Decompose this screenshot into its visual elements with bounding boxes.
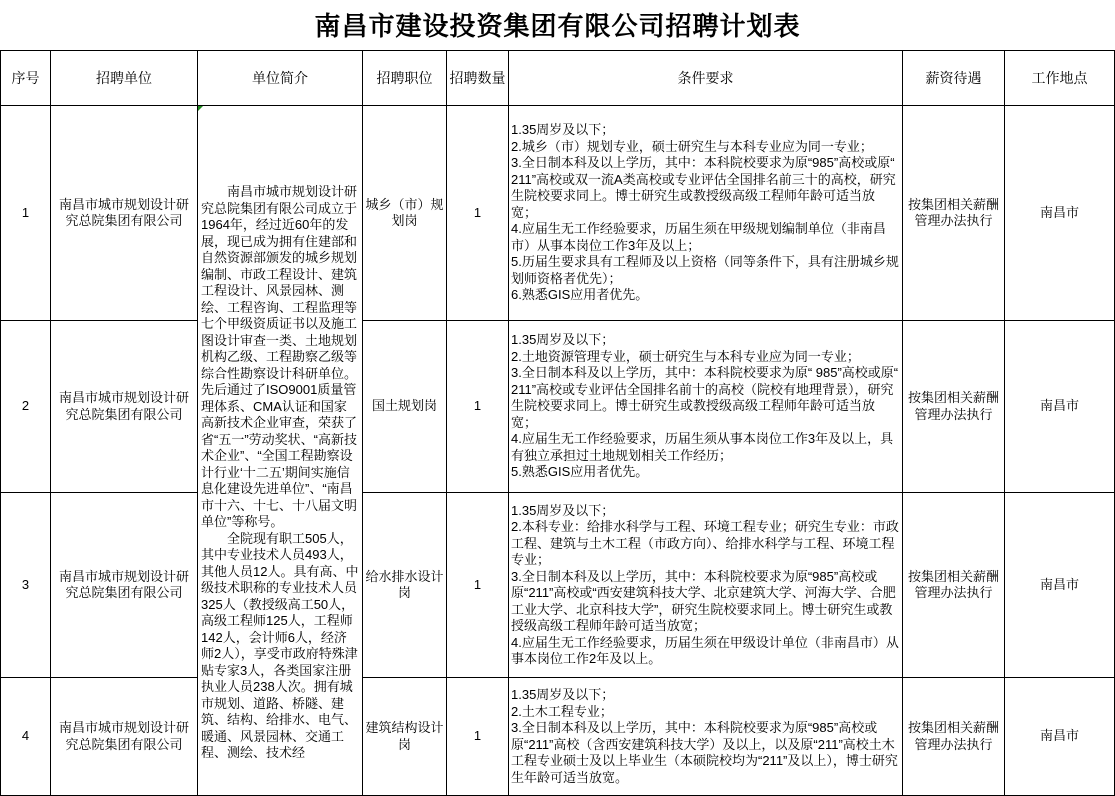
cell-position: 城乡（市）规划岗 <box>363 106 447 321</box>
table-row <box>1 678 1115 796</box>
cell-no: 2 <box>1 321 51 493</box>
cell-location: 南昌市 <box>1005 678 1115 796</box>
intro-paragraph-2: 全院现有职工505人，其中专业技术人员493人，其他人员12人。具有高、中级技术职称的专业技术人员325人（教授级高工50人，高级工程师125人，工程师142人，会计师6人，经济师2人），享受市政府特殊津贴专家3人，各类国家注册执业人员238人次。拥有城市规划、道路、桥隧、建筑、结构、给排水、电气、暖通、风景园林、交通工程、测绘、技术经 <box>201 530 359 760</box>
condition-item: 4.应届生无工作经验要求，历届生须从事本岗位工作3年及以上，具有独立承担过土地规划相关工作经历； <box>511 431 894 463</box>
condition-item: 2.土木工程专业； <box>511 703 613 719</box>
condition-item: 3.全日制本科及以上学历，其中：本科院校要求为原“985”高校或原“ 211”高校或双一流A类高校或专业评估全国排名前三十的高校，研究生院校要求同上。博士研究生或教授级高级工程师年龄可适当放宽； <box>511 155 896 220</box>
cell-no: 3 <box>1 493 51 678</box>
cell-unit: 南昌市城市规划设计研究总院集团有限公司 <box>51 321 198 493</box>
comment-marker-icon <box>198 106 203 111</box>
cell-location: 南昌市 <box>1005 106 1115 321</box>
condition-item: 4.应届生无工作经验要求，历届生须在甲级规划编制单位（非南昌市）从事本岗位工作3年及以上； <box>511 221 886 253</box>
cell-salary: 按集团相关薪酬管理办法执行 <box>903 493 1005 678</box>
header-conditions: 条件要求 <box>509 51 903 106</box>
cell-conditions <box>509 493 903 678</box>
header-row <box>1 51 1115 106</box>
condition-item: 3.全日制本科及以上学历，其中：本科院校要求为原“ 985”高校或原“ 211”高校或专业评估全国排名前十的高校（院校有地理背景），研究生院校要求同上。博士研究生或教授级高级工程师年龄可适当放宽； <box>511 365 899 430</box>
table-row <box>1 321 1115 493</box>
cell-unit: 南昌市城市规划设计研究总院集团有限公司 <box>51 678 198 796</box>
cell-location: 南昌市 <box>1005 493 1115 678</box>
header-no: 序号 <box>1 51 51 106</box>
condition-item: 3.全日制本科及以上学历，其中：本科院校要求为原“985”高校或原“211”高校或“西安建筑科技大学、北京建筑大学、河海大学、合肥工业大学、北京科技大学”，研究生院校要求同上。博士研究生或教授级高级工程师年龄可适当放宽； <box>511 568 896 633</box>
cell-count: 1 <box>447 321 509 493</box>
cell-position: 国土规划岗 <box>363 321 447 493</box>
cell-no: 4 <box>1 678 51 796</box>
condition-item: 1.35周岁及以下； <box>511 687 615 702</box>
cell-salary: 按集团相关薪酬管理办法执行 <box>903 678 1005 796</box>
condition-item: 5.历届生要求具有工程师及以上资格（同等条件下，具有注册城乡规划师资格者优先）； <box>511 254 899 286</box>
recruitment-table <box>0 50 1115 796</box>
header-position: 招聘职位 <box>363 51 447 106</box>
condition-item: 1.35周岁及以下； <box>511 502 615 518</box>
condition-item: 3.全日制本科及以上学历，其中：本科院校要求为原“985”高校或原“211”高校（含西安建筑科技大学）及以上，以及原“211”高校土木工程专业硕士及以上毕业生（本硕院校均为“211”及以上），博士研究生年龄可适当放宽。 <box>511 720 898 785</box>
cell-salary: 按集团相关薪酬管理办法执行 <box>903 106 1005 321</box>
condition-item: 4.应届生无工作经验要求，历届生须在甲级设计单位（非南昌市）从事本岗位工作2年及以上。 <box>511 634 899 666</box>
header-unit: 招聘单位 <box>51 51 198 106</box>
cell-position: 建筑结构设计岗 <box>363 678 447 796</box>
condition-item: 1.35周岁及以下； <box>511 332 615 348</box>
cell-unit: 南昌市城市规划设计研究总院集团有限公司 <box>51 106 198 321</box>
condition-item: 6.熟悉GIS应用者优先。 <box>511 287 649 303</box>
cell-conditions <box>509 678 903 796</box>
condition-item: 5.熟悉GIS应用者优先。 <box>511 464 649 480</box>
condition-item: 2.本科专业：给排水科学与工程、环境工程专业；研究生专业：市政工程、建筑与土木工程（市政方向）、给排水科学与工程、环境工程专业； <box>511 519 899 567</box>
page-title: 南昌市建设投资集团有限公司招聘计划表 <box>314 11 801 41</box>
header-intro: 单位简介 <box>198 51 363 106</box>
cell-count: 1 <box>447 106 509 321</box>
condition-item: 1.35周岁及以下； <box>511 122 615 138</box>
table-row <box>1 493 1115 678</box>
cell-count: 1 <box>447 493 509 678</box>
condition-item: 2.土地资源管理专业，硕士研究生与本科专业应为同一专业； <box>511 348 860 364</box>
condition-item: 2.城乡（市）规划专业，硕士研究生与本科专业应为同一专业； <box>511 138 873 154</box>
header-location: 工作地点 <box>1005 51 1115 106</box>
header-salary: 薪资待遇 <box>903 51 1005 106</box>
cell-conditions <box>509 321 903 493</box>
cell-conditions <box>509 106 903 321</box>
cell-unit: 南昌市城市规划设计研究总院集团有限公司 <box>51 493 198 678</box>
table-row <box>1 106 1115 321</box>
cell-location: 南昌市 <box>1005 321 1115 493</box>
cell-count: 1 <box>447 678 509 796</box>
cell-intro <box>198 106 363 796</box>
header-count: 招聘数量 <box>447 51 509 106</box>
cell-salary: 按集团相关薪酬管理办法执行 <box>903 321 1005 493</box>
cell-position: 给水排水设计岗 <box>363 493 447 678</box>
intro-paragraph-1: 南昌市城市规划设计研究总院集团有限公司成立于1964年，经过近60年的发展，现已成为拥有住建部和自然资源部颁发的城乡规划编制、市政工程设计、建筑工程设计、风景园林、测绘、工程咨询、工程监理等七个甲级资质证书以及施工图设计审查一类、土地规划机构乙级、工程勘察乙级等综合性勘察设计科研单位。先后通过了ISO9001质量管理体系、CMA认证和国家高新技术企业审查，荣获了省“五一”劳动奖状、“高新技术企业”、“全国工程勘察设计行业‘十二五’期间实施信息化建设先进单位”、“南昌市十六、十七、十八届文明单位”等称号。 <box>201 184 358 529</box>
cell-no: 1 <box>1 106 51 321</box>
